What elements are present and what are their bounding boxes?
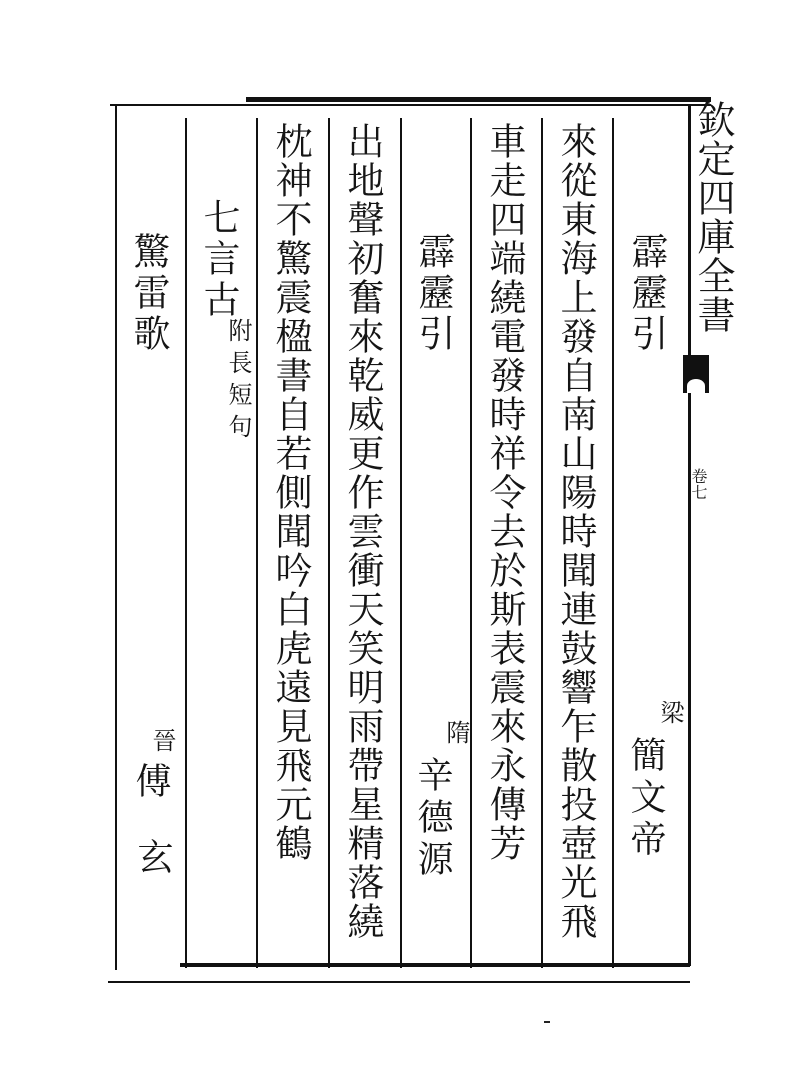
poem-line: 來從東海上發自南山陽時聞連鼓響乍散投壺光飛 — [554, 122, 597, 941]
poem-title: 霹靂引 — [412, 232, 455, 355]
top-border-thin — [110, 104, 711, 106]
author-dynasty: 隋 — [442, 720, 470, 744]
column-rule — [256, 118, 258, 968]
column-rule — [541, 118, 543, 968]
margin-book-title: 欽定四庫全書 — [691, 100, 735, 334]
poem-line: 枕神不驚震楹書自若側聞吟白虎遠見飛元鶴 — [269, 122, 312, 863]
margin-volume: 卷七 — [689, 468, 708, 500]
column-rule — [470, 118, 472, 968]
column-rule — [328, 118, 330, 968]
author-dynasty: 梁 — [656, 700, 684, 724]
poem-author: 玄 — [132, 838, 173, 880]
poem-line: 車走四端繞電發時祥令去於斯表震來永傳芳 — [483, 122, 526, 863]
poem-author: 傅 — [130, 762, 171, 804]
scan-speck — [544, 1021, 550, 1023]
column-rule — [185, 118, 187, 968]
poem-title: 霹靂引 — [625, 232, 668, 355]
author-dynasty: 晉 — [148, 728, 176, 752]
bottom-border-thin — [108, 981, 690, 983]
top-border-thick — [246, 97, 711, 102]
poem-title: 驚雷歌 — [127, 232, 170, 355]
section-heading: 七言古 — [197, 198, 240, 321]
poem-line: 出地聲初奮來乾威更作雲衝天笑明雨帶星精落繞 — [341, 122, 384, 941]
left-border — [115, 104, 117, 970]
column-rule — [400, 118, 402, 968]
section-note: 附長短句 — [224, 318, 252, 446]
fish-tail-mark-icon — [683, 355, 709, 393]
poem-author: 簡文帝 — [625, 736, 666, 862]
column-rule — [612, 118, 614, 968]
poem-author: 辛德源 — [412, 756, 453, 882]
